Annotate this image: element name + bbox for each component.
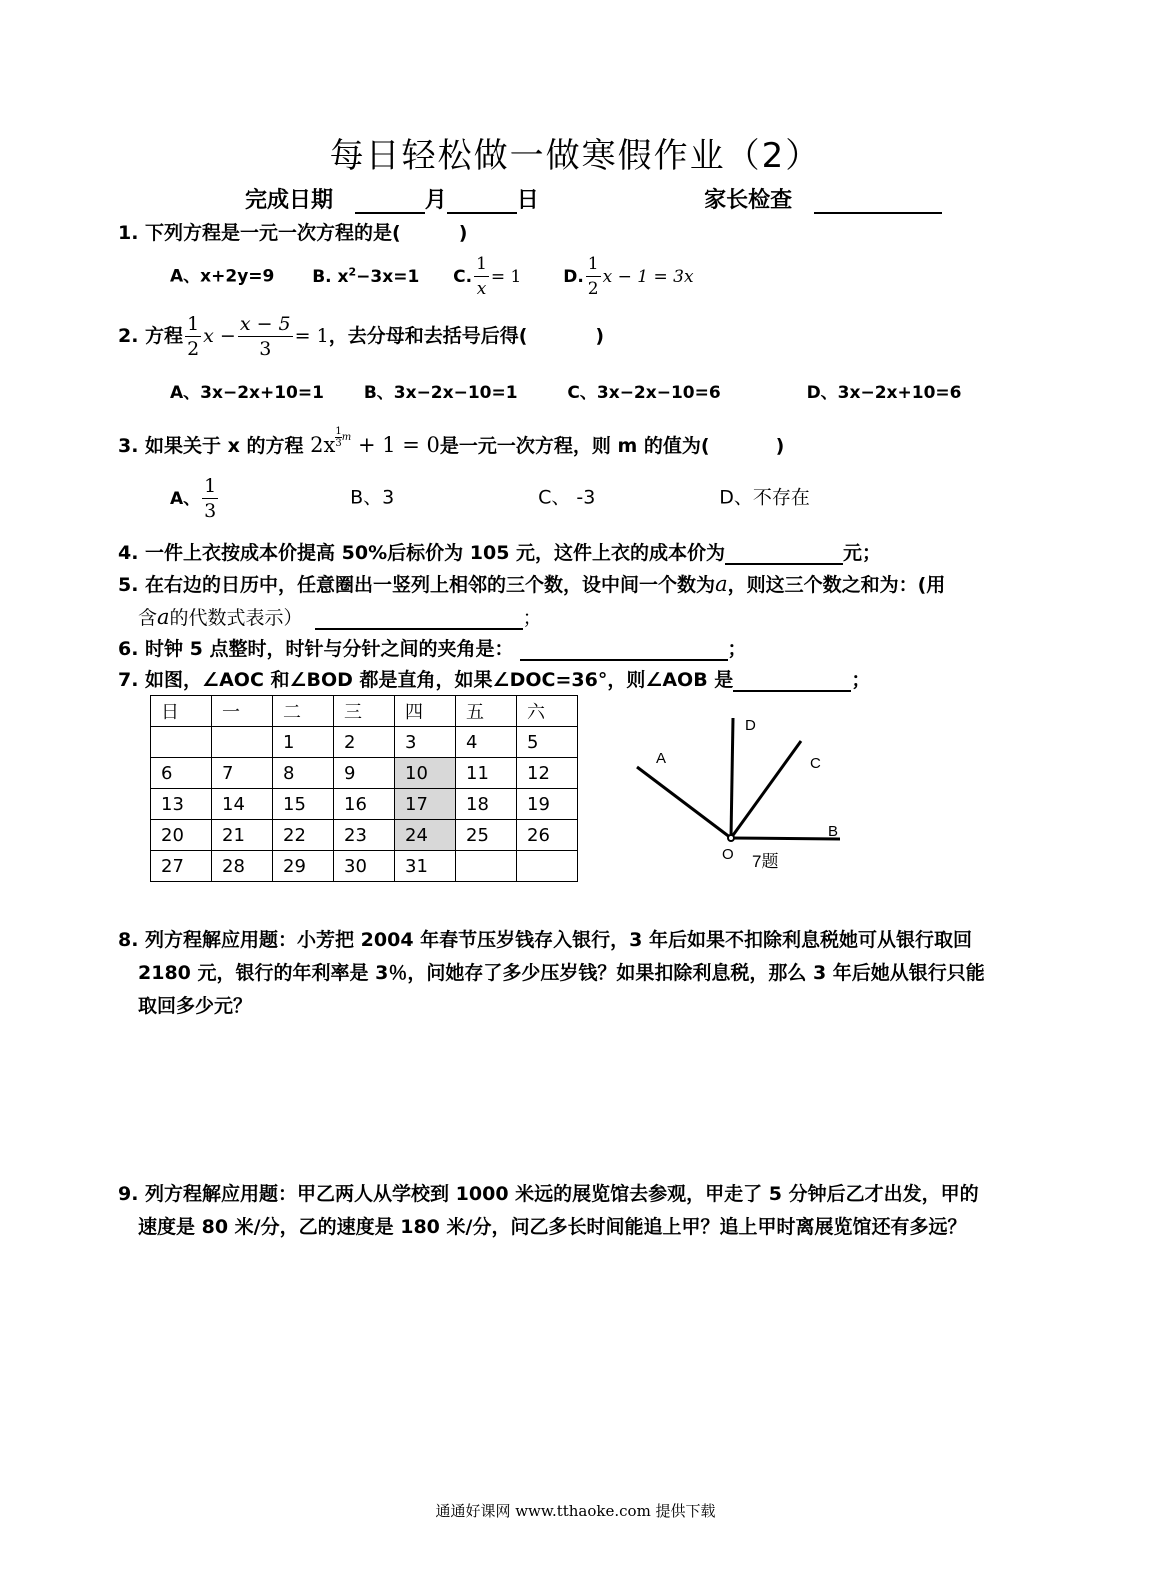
q1-option-a: A、x+2y=9 (170, 266, 275, 287)
calendar-day-cell: 25 (456, 820, 517, 851)
label-b: B (828, 823, 839, 840)
calendar-day-cell (151, 727, 212, 758)
label-o: O (722, 846, 734, 863)
calendar-day-cell: 22 (273, 820, 334, 851)
q8-line-1: 8. 列方程解应用题：小芳把 2004 年春节压岁钱存入银行，3 年后如果不扣除利息税她可从银行取回 (118, 929, 973, 951)
page-title: 每日轻松做一做寒假作业（2） (329, 136, 822, 176)
q9-line-2: 速度是 80 米/分，乙的速度是 180 米/分，问乙多长时间能追上甲？追上甲时离展览馆还有多远？ (138, 1216, 967, 1238)
q3-option-b: B、3 (350, 486, 395, 509)
calendar-day-cell: 30 (334, 851, 395, 882)
footer: 通通好课网 www.tthaoke.com 提供下载 (435, 1502, 716, 1520)
calendar-day-cell: 2 (334, 727, 395, 758)
calendar-day-cell: 19 (517, 789, 578, 820)
point-o (728, 835, 734, 841)
question-1-close: ) (458, 222, 468, 244)
question-7: 7. 如图，∠AOC 和∠BOD 都是直角，如果∠DOC=36°，则∠AOB 是 ； (118, 669, 871, 691)
calendar-day-cell: 6 (151, 758, 212, 789)
question-5-line-1: 5. 在右边的日历中，任意圈出一竖列上相邻的三个数，设中间一个数为a，则这三个数之和为：(用 (118, 572, 946, 596)
calendar-day-cell: 5 (517, 727, 578, 758)
day-blank (447, 190, 517, 214)
q2-option-c: C、3x−2x−10=6 (567, 383, 721, 403)
q3-option-a: A、 $\frac{1}{3}$ (170, 475, 217, 522)
parent-check-blank (814, 190, 942, 214)
question-2: 2. 方程 $\frac{1}{2}$ x − $\frac{x - 5}{3}$ = 1，去分母和去括号后得( ) (118, 313, 605, 360)
calendar-day-cell: 4 (456, 727, 517, 758)
q1-option-d: D. $\frac{1}{2}$ x − 1 = 3x (563, 254, 694, 299)
calendar-day-cell (456, 851, 517, 882)
q2-option-b: B、3x−2x−10=1 (363, 383, 518, 403)
day-label: 日 (516, 188, 539, 213)
calendar-header-cell: 四 (395, 696, 456, 727)
calendar-day-cell (517, 851, 578, 882)
q5-blank (315, 608, 523, 630)
calendar-day-cell: 7 (212, 758, 273, 789)
calendar-header-cell: 三 (334, 696, 395, 727)
question-3: 3. 如果关于 x 的方程 2x $^{1 3 m}$ + 1 = 0是一元一次方程，则 m 的值为( ) (118, 426, 785, 457)
calendar-week-row (151, 758, 578, 789)
calendar-day-cell: 11 (456, 758, 517, 789)
q8-line-3: 取回多少元？ (138, 995, 253, 1017)
calendar-header-cell: 日 (151, 696, 212, 727)
question-4: 4. 一件上衣按成本价提高 50%后标价为 105 元，这件上衣的成本价为 元； (118, 542, 882, 564)
q9-line-1: 9. 列方程解应用题：甲乙两人从学校到 1000 米远的展览馆去参观，甲走了 5 分钟后乙才出发，甲的 (118, 1183, 979, 1205)
calendar-day-cell: 3 (395, 727, 456, 758)
calendar-header-cell: 六 (517, 696, 578, 727)
q7-blank (733, 670, 851, 692)
question-9 (118, 1178, 979, 1244)
calendar-header-cell: 五 (456, 696, 517, 727)
calendar-day-cell (212, 727, 273, 758)
calendar-week-row (151, 789, 578, 820)
ray-od (731, 718, 733, 838)
q1-option-c: C. $\frac{1}{x}$ = 1 (453, 254, 522, 299)
header-info (245, 183, 942, 214)
calendar-header-cell: 一 (212, 696, 273, 727)
calendar-week-row (151, 727, 578, 758)
calendar-day-cell: 21 (212, 820, 273, 851)
calendar-header-row (151, 696, 578, 727)
q6-blank (520, 639, 728, 661)
q1-option-b: B. $x^2-3x=1$ (312, 264, 420, 287)
calendar-week-row (151, 851, 578, 882)
figure-caption: 7题 (752, 852, 779, 871)
ray-oa (637, 767, 731, 838)
angle-figure (620, 705, 880, 885)
question-1 (118, 218, 467, 245)
question-1-options (170, 252, 694, 301)
question-3-options (170, 474, 810, 523)
calendar-day-cell: 8 (273, 758, 334, 789)
label-d: D (745, 717, 756, 734)
ray-oc (731, 741, 801, 838)
calendar-week-row (151, 820, 578, 851)
calendar-day-cell: 27 (151, 851, 212, 882)
ray-ob (731, 838, 840, 839)
calendar-day-cell: 23 (334, 820, 395, 851)
calendar-table (150, 695, 578, 882)
calendar-day-cell: 14 (212, 789, 273, 820)
date-label: 完成日期 (245, 188, 334, 213)
question-5-line-2: 含a的代数式表示） ； (138, 605, 542, 629)
calendar-day-cell: 29 (273, 851, 334, 882)
q8-line-2: 2180 元，银行的年利率是 3％，问她存了多少压岁钱？如果扣除利息税，那么 3 年后她从银行只能 (138, 962, 985, 984)
calendar-day-cell: 16 (334, 789, 395, 820)
calendar-day-cell: 18 (456, 789, 517, 820)
q2-option-a: A、3x−2x+10=1 (170, 383, 324, 403)
q2-option-d: D、3x−2x+10=6 (806, 383, 962, 403)
calendar-day-cell: 15 (273, 789, 334, 820)
label-c: C (810, 755, 821, 772)
question-8 (118, 924, 985, 1023)
calendar-header-cell: 二 (273, 696, 334, 727)
calendar-day-cell: 31 (395, 851, 456, 882)
q3-equation: 2x $^{1 3 m}$ + 1 = 0 (310, 426, 440, 457)
month-label: 月 (424, 188, 447, 213)
q4-blank (725, 543, 843, 565)
calendar-day-cell: 10 (395, 758, 456, 789)
calendar-day-cell: 26 (517, 820, 578, 851)
calendar-day-cell: 1 (273, 727, 334, 758)
parent-check-label: 家长检查 (704, 188, 793, 213)
calendar-day-cell: 13 (151, 789, 212, 820)
label-a: A (656, 750, 667, 767)
question-6: 6. 时钟 5 点整时，时针与分针之间的夹角是： ； (118, 638, 747, 660)
q3-option-c: C、 -3 (538, 486, 596, 509)
month-blank (355, 190, 425, 214)
calendar-day-cell: 20 (151, 820, 212, 851)
calendar-day-cell: 12 (517, 758, 578, 789)
q3-option-d: D、不存在 (719, 486, 810, 509)
question-2-options (170, 378, 961, 403)
calendar-day-cell: 24 (395, 820, 456, 851)
question-1-stem: 1. 下列方程是一元一次方程的是( (118, 222, 401, 244)
calendar-day-cell: 9 (334, 758, 395, 789)
calendar-day-cell: 17 (395, 789, 456, 820)
calendar-day-cell: 28 (212, 851, 273, 882)
